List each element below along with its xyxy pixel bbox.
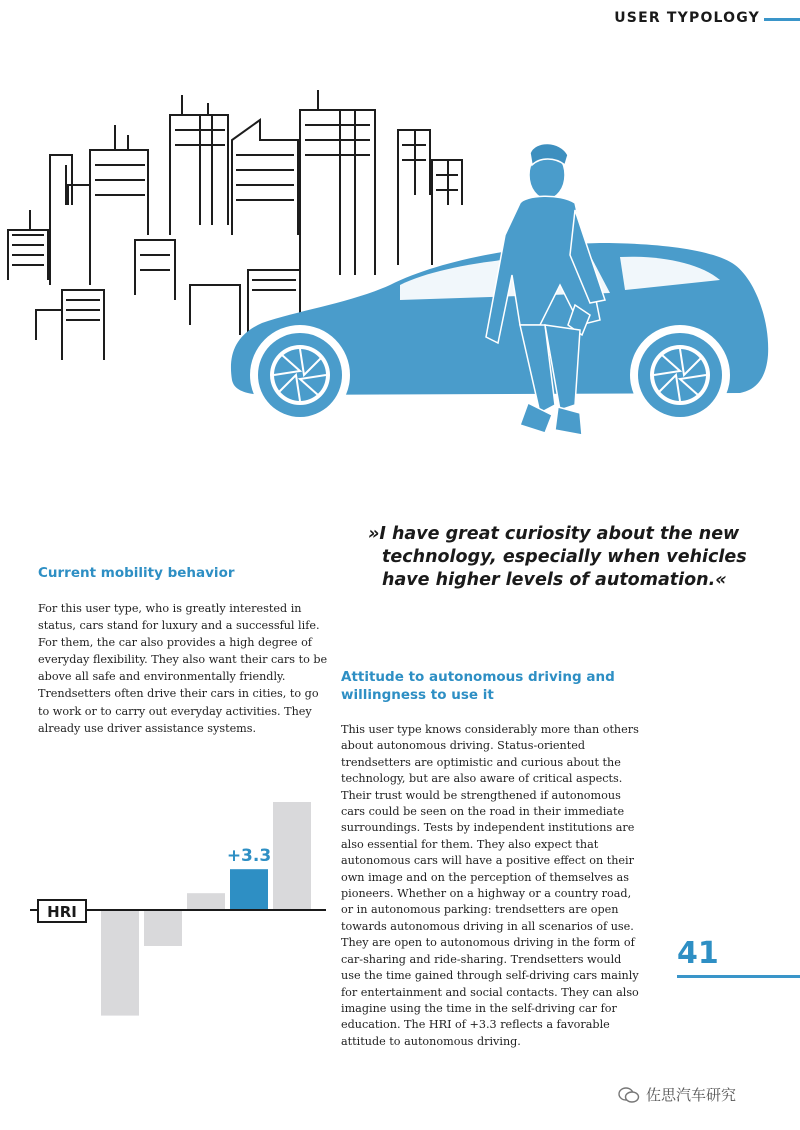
watermark-text: 佐思汽车研究 bbox=[646, 1086, 737, 1104]
attitude-heading: Attitude to autonomous driving and willingness to use it bbox=[341, 669, 615, 703]
quote-line-2: technology, especially when vehicles bbox=[382, 546, 747, 567]
attitude-body: This user type knows considerably more than others about autonomous driving. Status-oriented trendsetters are optimistic and curious about the technology, but are also aware of critical aspects. Their trust would be strengthened if autonomous cars could be seen on the road in their immediate surroundings. Tests by independent institutions are also essential for them. They also expect that autonomous cars will have a positive effect on their own image and on the perception of themselves as pioneers. Whether on a highway or a country road, or in autonomous parking: trendsetters are open towards autonomous driving in all scenarios of use. They are open to autonomous driving in the form of car-sharing and ride-sharing. Trendsetters would use the time gained through self-driving cars mainly for entertainment and social contacts. They can also imagine using the time in the self-driving car for education. The HRI of +3.3 reflects a favorable attitude to autonomous driving. bbox=[341, 723, 639, 1048]
page-number-rule bbox=[677, 975, 800, 978]
hri-bar-3 bbox=[187, 893, 225, 910]
hri-bar-1 bbox=[101, 910, 139, 1016]
section-rule bbox=[764, 18, 800, 21]
current-mobility-body: For this user type, who is greatly interested in status, cars stand for luxury and a successful life. For them, the car also provides a high degree of everyday flexibility. They also want their cars to be above all safe and environmentally friendly. Trendsetters often drive their cars in cities, to go to work or to carry out everyday activities. They already use driver assistance systems. bbox=[38, 602, 328, 735]
quote-line-3: have higher levels of automation.« bbox=[382, 569, 727, 590]
watermark bbox=[618, 1084, 736, 1105]
quote-line-1: »I have great curiosity about the new bbox=[368, 524, 740, 544]
trendsetter-car-illustration bbox=[0, 85, 800, 445]
current-mobility-heading: Current mobility behavior bbox=[38, 565, 235, 581]
hri-bar-4 bbox=[230, 869, 268, 910]
section-label: USER TYPOLOGY bbox=[614, 10, 760, 26]
hri-bar-5 bbox=[273, 802, 311, 910]
hri-axis-label: HRI bbox=[47, 903, 77, 921]
hri-value-label: +3.3 bbox=[226, 846, 272, 867]
wechat-icon bbox=[618, 1086, 640, 1104]
pull-quote bbox=[368, 523, 768, 591]
hri-bar-2 bbox=[144, 910, 182, 946]
page-number: 41 bbox=[677, 936, 719, 971]
hri-bar-chart bbox=[30, 795, 330, 1025]
